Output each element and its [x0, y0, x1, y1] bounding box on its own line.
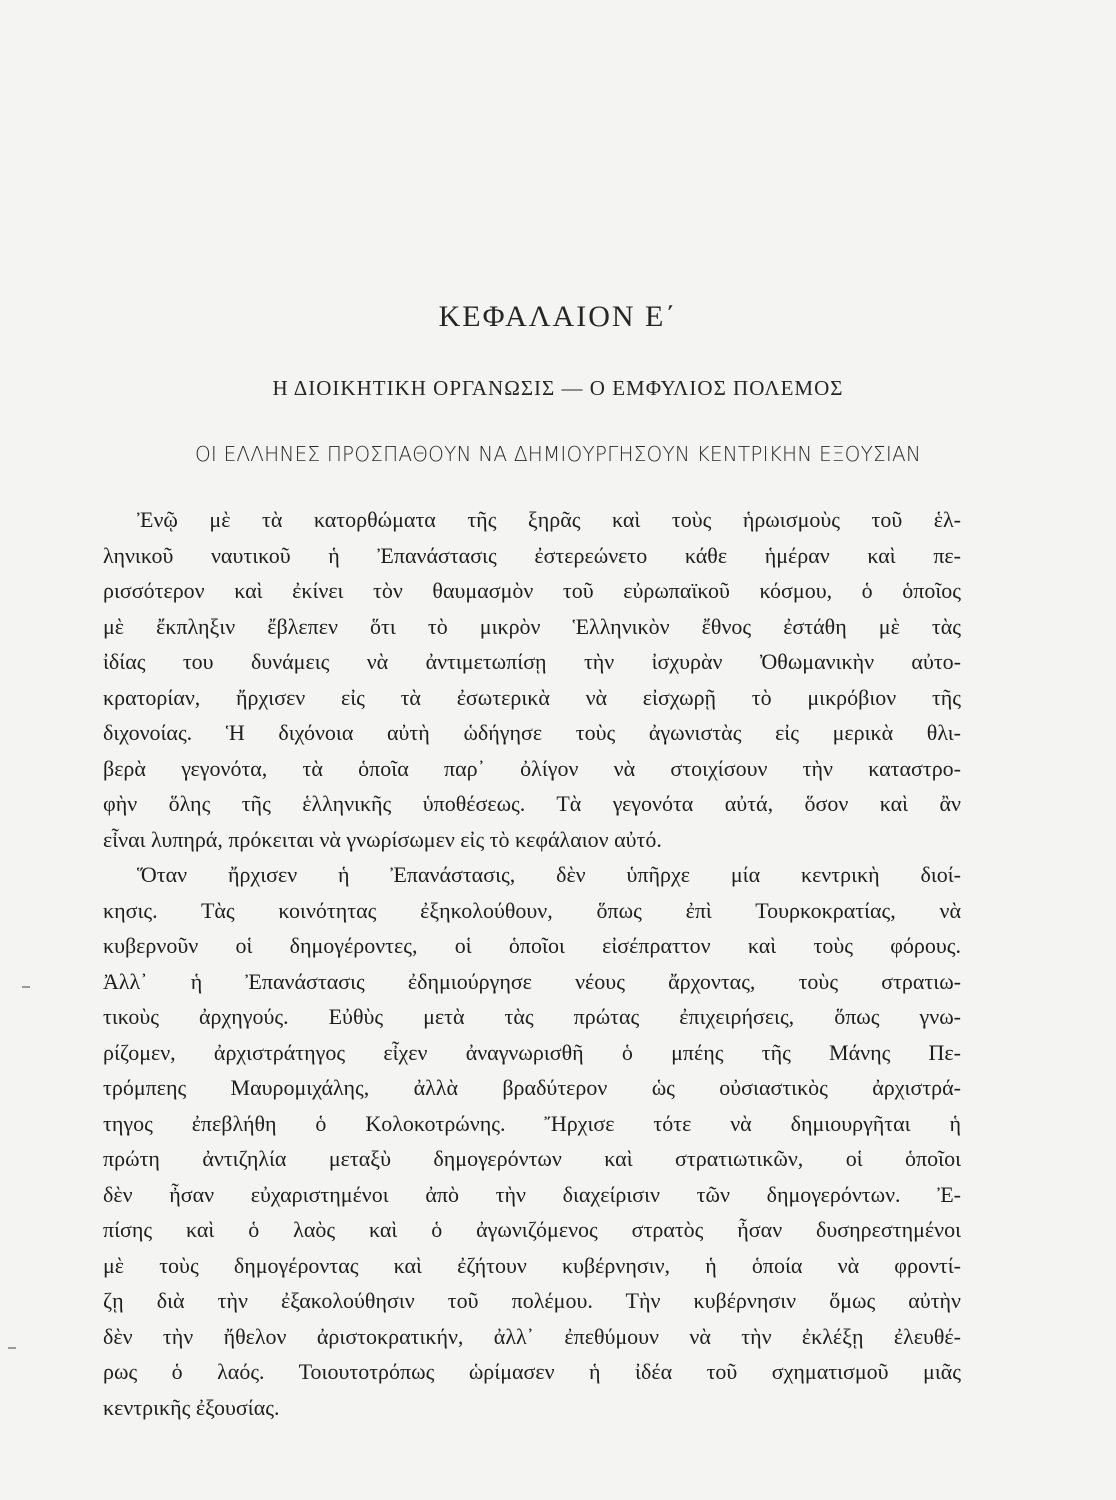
- text-line: δὲν ἦσαν εὐχαριστημένοι ἀπὸ τὴν διαχείρισιν τῶν δημογερόντων. Ἐ-: [103, 1181, 961, 1207]
- text-line: δὲν τὴν ἤθελον ἀριστοκρατικήν, ἀλλ᾽ ἐπεθύμουν νὰ τὴν ἐκλέξῃ ἐλευθέ-: [103, 1323, 961, 1349]
- section-subtitle: ΟΙ ΕΛΛΗΝΕΣ ΠΡΟΣΠΑΘΟΥΝ ΝΑ ΔΗΜΙΟΥΡΓΗΣΟΥΝ ΚΕΝΤΡΙΚΗΝ ΕΞΟΥΣΙΑΝ: [194, 442, 921, 466]
- margin-mark: [8, 1347, 16, 1349]
- text-line: κρατορίαν, ἤρχισεν εἰς τὰ ἐσωτερικὰ νὰ εἰσχωρῇ τὸ μικρόβιον τῆς: [103, 684, 961, 710]
- text-line: πρώτη ἀντιζηλία μεταξὺ δημογερόντων καὶ στρατιωτικῶν, οἱ ὁποῖοι: [103, 1146, 961, 1171]
- section-title: Η ΔΙΟΙΚΗΤΙΚΗ ΟΡΓΑΝΩΣΙΣ — Ο ΕΜΦΥΛΙΟΣ ΠΟΛΕΜΟΣ: [272, 376, 844, 400]
- text-line: φὴν ὅλης τῆς ἑλληνικῆς ὑποθέσεως. Τὰ γεγονότα αὐτά, ὅσον καὶ ἂν: [103, 791, 961, 816]
- text-line: διχονοίας. Ἡ διχόνοια αὐτὴ ὡδήγησε τοὺς ἀγωνιστὰς εἰς μερικὰ θλι-: [103, 720, 961, 745]
- text-line: πίσης καὶ ὁ λαὸς καὶ ὁ ἀγωνιζόμενος στρατὸς ἦσαν δυσηρεστημένοι: [103, 1217, 961, 1242]
- text-line: κησις. Τὰς κοινότητας ἐξηκολούθουν, ὅπως ἐπὶ Τουρκοκρατίας, νὰ: [103, 897, 961, 923]
- text-line: κυβερνοῦν οἱ δημογέροντες, οἱ ὁποῖοι εἰσέπραττον καὶ τοὺς φόρους.: [103, 933, 961, 958]
- text-line: Ὅταν ἤρχισεν ἡ Ἐπανάστασις, δὲν ὑπῆρχε μία κεντρικὴ διοί-: [137, 862, 961, 887]
- text-line: Ἐνῷ μὲ τὰ κατορθώματα τῆς ξηρᾶς καὶ τοὺς ἡρωισμοὺς τοῦ ἑλ-: [137, 507, 961, 532]
- text-line: ληνικοῦ ναυτικοῦ ἡ Ἐπανάστασις ἐστερεώνετο κάθε ἡμέραν καὶ πε-: [103, 542, 961, 568]
- text-line: εἶναι λυπηρά, πρόκειται νὰ γνωρίσωμεν εἰς τὸ κεφάλαιον αὐτό.: [103, 826, 662, 852]
- text-line: ρίζομεν, ἀρχιστράτηγος εἶχεν ἀναγνωρισθῆ ὁ μπέης τῆς Μάνης Πε-: [103, 1039, 961, 1065]
- text-line: μὲ ἔκπληξιν ἔβλεπεν ὅτι τὸ μικρὸν Ἑλληνικὸν ἔθνος ἐστάθη μὲ τὰς: [103, 613, 961, 639]
- text-line: Ἀλλ᾽ ἡ Ἐπανάστασις ἐδημιούργησε νέους ἄρχοντας, τοὺς στρατιω-: [103, 968, 961, 994]
- text-line: ρισσότερον καὶ ἐκίνει τὸν θαυμασμὸν τοῦ εὐρωπαϊκοῦ κόσμου, ὁ ὁποῖος: [103, 578, 961, 603]
- text-line: τικοὺς ἀρχηγούς. Εὐθὺς μετὰ τὰς πρώτας ἐπιχειρήσεις, ὅπως γνω-: [103, 1004, 961, 1029]
- body-text: [103, 502, 961, 1425]
- text-line: μὲ τοὺς δημογέροντας καὶ ἐζήτουν κυβέρνησιν, ἡ ὁποία νὰ φροντί-: [103, 1252, 961, 1278]
- text-line: τηγος ἐπεβλήθη ὁ Κολοκοτρώνης. Ἤρχισε τότε νὰ δημιουργῆται ἡ: [103, 1110, 961, 1136]
- text-line: ρως ὁ λαός. Τοιουτοτρόπως ὡρίμασεν ἡ ἰδέα τοῦ σχηματισμοῦ μιᾶς: [103, 1359, 961, 1384]
- text-line: κεντρικῆς ἐξουσίας.: [103, 1394, 280, 1420]
- margin-mark: [22, 986, 30, 988]
- chapter-title: ΚΕΦΑΛΑΙΟΝ Ε΄: [438, 300, 678, 333]
- text-line: τρόμπεης Μαυρομιχάλης, ἀλλὰ βραδύτερον ὡς οὐσιαστικὸς ἀρχιστρά-: [103, 1075, 961, 1100]
- text-line: ζῃ διὰ τὴν ἐξακολούθησιν τοῦ πολέμου. Τὴν κυβέρνησιν ὅμως αὐτὴν: [103, 1288, 961, 1313]
- text-line: ἰδίας του δυνάμεις νὰ ἀντιμετωπίσῃ τὴν ἰσχυρὰν Ὀθωμανικὴν αὐτο-: [103, 649, 961, 674]
- text-line: βερὰ γεγονότα, τὰ ὁποῖα παρ᾽ ὀλίγον νὰ στοιχίσουν τὴν καταστρο-: [103, 755, 961, 781]
